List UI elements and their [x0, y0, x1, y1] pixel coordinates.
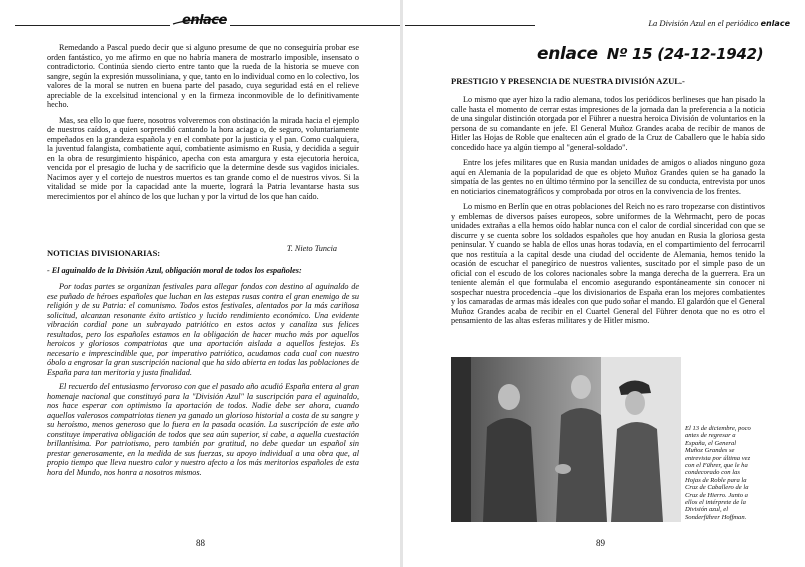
right-paragraph: Entre los jefes militares que en Rusia mandan unidades de amigos o aliados ninguno goza aquí en Alemania de la popularidad de que es objeto Muñoz Grandes quien se ha ganado la simpatía de las gentes no en último término por la sencillez de su conducta, entrevista por unos en noticiarios cinematográficos y comprobada por otros en la convivencia de los frentes.	[451, 158, 765, 196]
author-signature: T. Nieto Tuncia	[286, 244, 337, 253]
right-paragraph: Lo mismo que ayer hizo la radio alemana, todos los periódicos berlineses que han pisado la calle hasta el momento de cerrar estas impresiones de la jornada dan la preferencia a la noticia de una singular distinción otorgada por el Führer a nuestra heroica División de voluntarios en la persona de su comandante en jefe. El General Muñoz Grandes acaba de recibir de manos de Hitler las Hojas de Roble que enaltecen aún el grado de la Cruz de Caballero que le había sido concedido hace ya algún tiempo al "general-soldado".	[451, 95, 765, 152]
right-body	[451, 95, 765, 326]
header-rule-left	[15, 25, 170, 26]
page-number-left: 88	[196, 538, 205, 548]
page-number-right: 89	[596, 538, 605, 548]
italic-paragraph: El recuerdo del entusiasmo fervoroso con que el pasado año acudió España entera al gran homenaje nacional que constituyó para la "División Azul" la suscripción para el aguinaldo, nos hace esperar con optimismo la aportación de todos. Nadie debe ser ahora, cuando aquellos valerosos compatriotas tienen ya ganado un glorioso historial a costa de su sangre y su heroísmo, menos generoso que lo fuera en la pasada ocasión. La suscripción de este año constituye imperativa obligación de todos que sea aún superior, si cabe, a aquella cuestación brillantísima. Por patriotismo, pero también por gratitud, no debe quedar un español sin prestar generosamente, en la medida de sus fuerzas, su apoyo individual a una obra que, al propio tiempo que lleva nuestro calor y nuestro afecto a los más meritorios españoles de esta hora del Mundo, nos honra a nosotros mismos.	[47, 382, 359, 477]
section-title: NOTICIAS DIVISIONARIAS:	[47, 248, 161, 258]
right-page	[403, 0, 805, 567]
issue-title	[537, 44, 763, 64]
header-logo-text: enlace	[182, 13, 227, 28]
left-paragraph: Mas, sea ello lo que fuere, nosotros volveremos con obstinación la mirada hacia el ejemplo de nuestros caídos, a quien sorprendió cantando la hora aciaga o, de seguro, voluntariamente empeñados en la grandeza española y en el combate por la justicia y el pan. Como cualquiera, la juventud falangista, combatiente aquí, combatiente asimismo en Rusia, y decidida a seguir en la obra de resurgimiento hispánico, apecha con esta amargura y esta ejecutoria heroica, vencida por el presagio de lucha y de sacrificio que la determine desde sus vagidos iniciales. Nacimos ayer y el cortejo de nuestros muertos es tan grande como el de nuestros vivos. Si la vitalidad se mide por la capacidad ante la muerte, logrará la Patria levantarse hasta sus merecimientos por el ahínco de los que luchan y por la virtud de los que han caído.	[47, 115, 359, 201]
left-body-top	[47, 43, 359, 201]
issue-number: Nº 15 (24-12-1942)	[606, 45, 764, 63]
italic-paragraph: Por todas partes se organizan festivales para allegar fondos con destino al aguinaldo de ese puñado de héroes españoles que luchan en las estepas rusas contra el gran enemigo de su religión y de su Patria: el comunismo. Todos estos festivales, alentados por la más cariñosa solicitud, alcanzan resonante éxito artístico y lucido rendimiento económico. Una evidente vibración cordial pone un subrayado patriótico en estos actos y canaliza sus felices resultados, pero los españoles estamos en la obligación de hacer mucho más por aquellos heroicos y gloriosos compatriotas que una aportación aislada a aquellos festejos. Es necesario e imprescindible que, por imperativo patriótico, acudamos cada cual con nuestro óbolo a engrosar la gran suscripción nacional que ha sido abierta en todas las poblaciones de España para tan meritoria y justa finalidad.	[47, 282, 359, 377]
header-logo	[172, 13, 228, 27]
subsection-title: - El aguinaldo de la División Azul, obligación moral de todos los españoles:	[47, 266, 302, 275]
issue-logo: enlace	[537, 44, 598, 64]
running-head-text: La División Azul en el periódico	[648, 18, 759, 28]
running-head-logo: enlace	[760, 19, 790, 28]
article-headline: PRESTIGIO Y PRESENCIA DE NUESTRA DIVISIÓN AZUL.-	[451, 76, 685, 86]
right-paragraph: Lo mismo en Berlín que en otras poblaciones del Reich no es raro tropezarse con distintivos y emblemas de diversos países europeos, sobre uniformes de la Wehrmacht, pero de pocas unidades extrañas a ella hemos oído hablar nunca con el calor de cordial sinceridad con que se discurre y se cuenta sobre los soldados españoles que hoy anudan en Rusia la gloriosa gesta peninsular. Y cuando se habla de ellos unas horas todavía, en el compartimiento del ferrocarril que nos restituía a la capital desde una ciudad del occidente de Alemania, hemos tenido la ocasión de escuchar el panegírico de nuestros valientes, suscitado por el simple paso de un oficial con el escudo de los colores nacionales sobre la manga derecha de la guerrera. Era un teniente alemán el que formulaba el encomio asegurando espontáneamente sin conocer ni sospechar nuestra procedencia –que los divisionarios de España eran los mejores combatientes y los camaradas de armas más ideales con que pudo soñar el mando. El galardón que el General Muñoz Grandes acaba de recibir en el Cuartel General del Führer denota que no es otro el pensamiento de las altas esferas militares y de Hitler mismo.	[451, 202, 765, 325]
header-rule-left-2	[230, 25, 400, 26]
running-head	[648, 18, 790, 28]
header-rule-right	[405, 25, 535, 26]
photo-figures-icon	[451, 357, 681, 522]
left-body-italic	[47, 282, 359, 477]
photo-caption: El 13 de diciembre, poco antes de regresar a España, el General Muñoz Grandes se entrevista por última vez con el Führer, que le ha condecorado con las Hojas de Roble para la Cruz de Caballero de la Cruz de Hierro. Junto a ellos el intérprete de la División azul, el Sonderführer Hoffman.	[685, 425, 751, 521]
left-paragraph: Remedando a Pascal puedo decir que si alguno presume de que no conseguiría probar ese orden fantástico, yo me afirmo en que no habría manera de mostrarlo imposible, insensato o contradictorio. Continúa siendo cierto entre tanto que la rueda de la historia se mueve con sangre, según la expresión mussoliniana, y que, tanto en lo individual como en lo colectivo, los valores de la moral se nutren en buena parte del pasado, cuya seguridad está en el relieve apreciable de la excelsitud intencional y en la firmeza inconmovible de lo definitivamente hecho.	[47, 43, 359, 109]
left-page	[0, 0, 400, 567]
historical-photo	[451, 357, 681, 522]
